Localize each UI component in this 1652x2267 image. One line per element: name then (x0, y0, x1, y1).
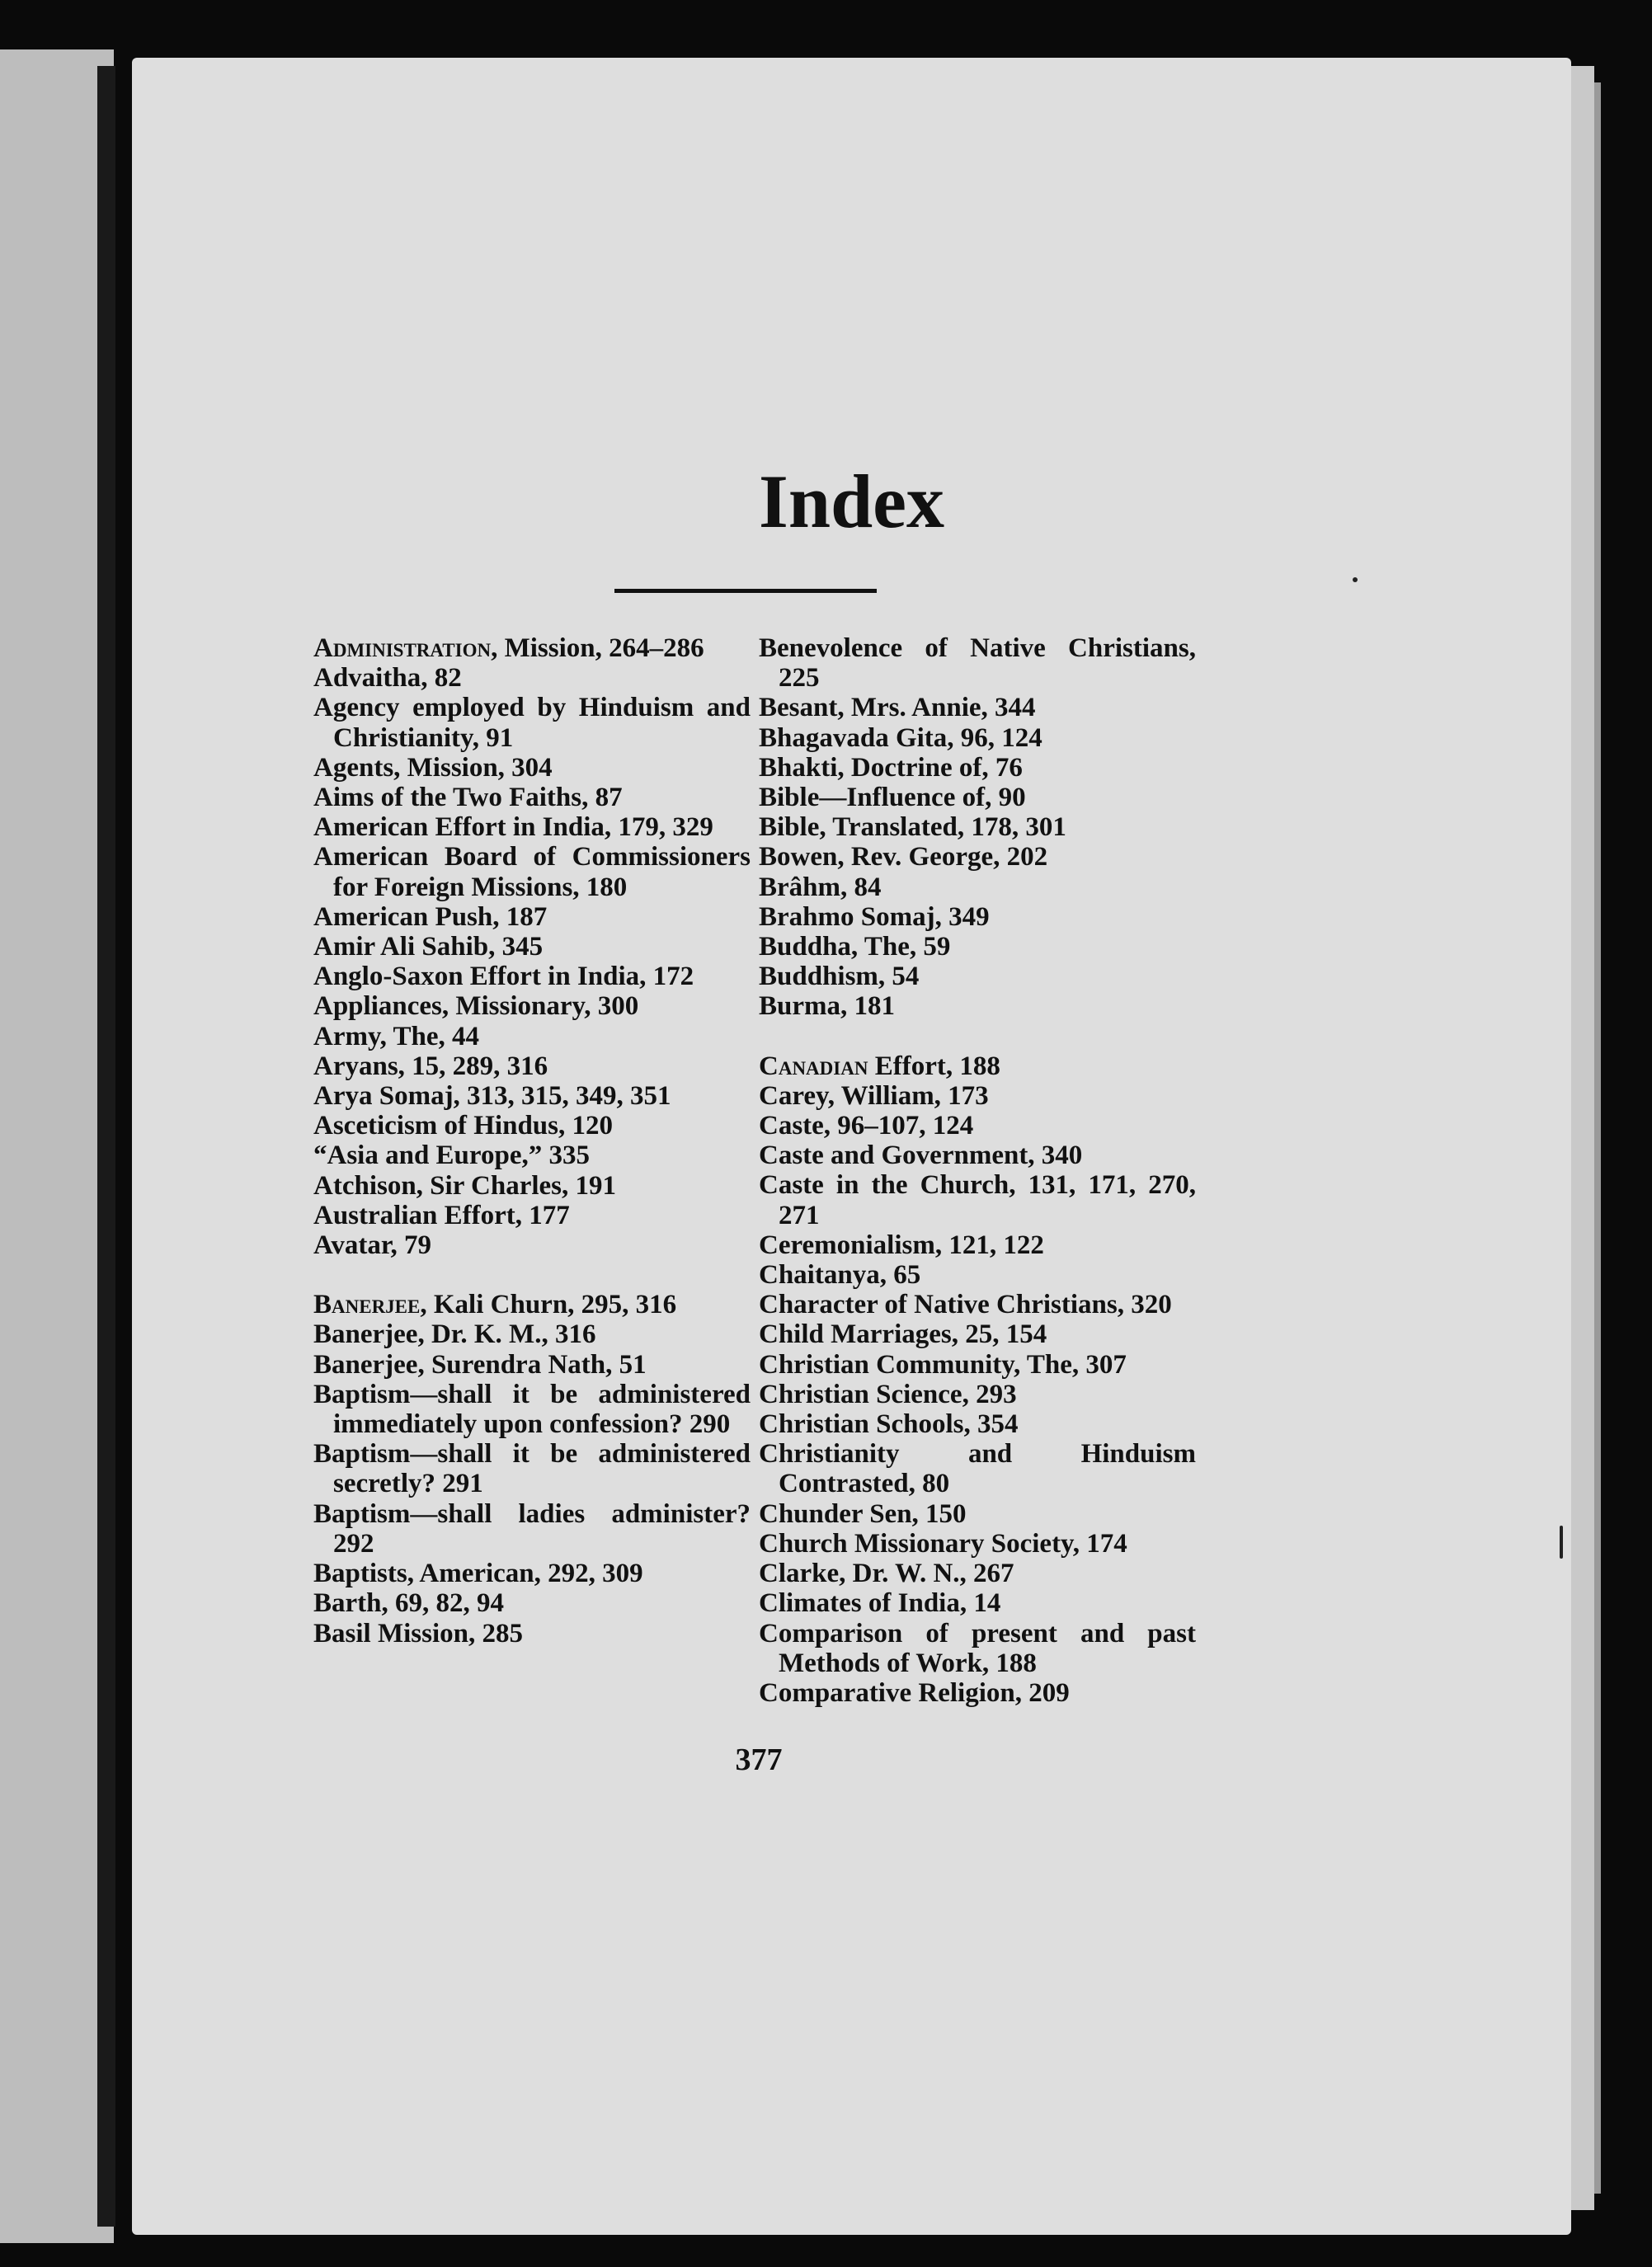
page-stack-edge (1571, 66, 1594, 2210)
index-entry: Christian Community, The, 307 (759, 1349, 1127, 1380)
index-entry: Aryans, 15, 289, 316 (313, 1051, 548, 1081)
index-column-left (313, 633, 751, 1649)
index-entry: Basil Mission, 285 (313, 1618, 523, 1649)
index-entry: Baptism—shall it be administered immediately upon confession? 290 (313, 1379, 751, 1440)
index-entry: Besant, Mrs. Annie, 344 (759, 693, 1036, 723)
index-entry: Climates of India, 14 (759, 1588, 1001, 1619)
index-entry: Bowen, Rev. George, 202 (759, 842, 1048, 872)
index-entry (313, 1290, 751, 1319)
index-entry: Benevolence of Native Christians, 225 (759, 633, 1196, 694)
entry-text: , Kali Churn, 295, 316 (420, 1290, 677, 1320)
section-gap (313, 1260, 751, 1290)
index-entry: Baptism—shall it be administered secretly? 291 (313, 1439, 751, 1499)
index-entry: Comparison of present and past Methods of Work, 188 (759, 1618, 1196, 1678)
index-entry: Advaitha, 82 (313, 663, 462, 694)
index-entry: Banerjee, Surendra Nath, 51 (313, 1349, 647, 1380)
index-entry: Australian Effort, 177 (313, 1200, 570, 1230)
index-entry: Bhagavada Gita, 96, 124 (759, 722, 1043, 753)
index-entry: Child Marriages, 25, 154 (759, 1319, 1047, 1350)
index-entry: Comparative Religion, 209 (759, 1677, 1070, 1708)
index-entry: Christianity and Hinduism Contrasted, 80 (759, 1439, 1196, 1499)
index-entry: Buddhism, 54 (759, 962, 920, 992)
section-head-word: Administration (313, 633, 492, 663)
index-entry: Anglo-Saxon Effort in India, 172 (313, 962, 694, 992)
index-entry: Carey, William, 173 (759, 1080, 989, 1111)
index-entry (759, 1051, 1196, 1081)
title-rule (614, 589, 877, 593)
index-entry: Character of Native Christians, 320 (759, 1290, 1172, 1320)
section-head-word: Banerjee (313, 1290, 421, 1320)
entry-text: Effort, 188 (868, 1051, 1000, 1081)
page-stack-shadow (1594, 82, 1601, 2194)
index-entry: Agency employed by Hinduism and Christianity, 91 (313, 693, 751, 753)
index-entry: Asceticism of Hindus, 120 (313, 1111, 613, 1141)
index-entry: Arya Somaj, 313, 315, 349, 351 (313, 1081, 671, 1112)
index-entry: Chaitanya, 65 (759, 1260, 921, 1291)
index-entry: Brâhm, 84 (759, 872, 882, 902)
index-entry: Bible—Influence of, 90 (759, 783, 1026, 813)
index-entry: Caste and Government, 340 (759, 1141, 1083, 1171)
index-entry: Banerjee, Dr. K. M., 316 (313, 1319, 596, 1350)
index-entry: “Asia and Europe,” 335 (313, 1141, 590, 1171)
index-entry: Christian Schools, 354 (759, 1409, 1019, 1440)
index-entry: Burma, 181 (759, 991, 895, 1022)
index-entry: Agents, Mission, 304 (313, 752, 553, 783)
section-gap (759, 1022, 1196, 1051)
index-entry: Bhakti, Doctrine of, 76 (759, 752, 1023, 783)
index-entry: Buddha, The, 59 (759, 932, 951, 962)
index-entry: Baptists, American, 292, 309 (313, 1559, 643, 1589)
index-entry: Appliances, Missionary, 300 (313, 991, 639, 1022)
index-entry: Barth, 69, 82, 94 (313, 1588, 504, 1619)
page-title: Index (759, 459, 944, 543)
index-entry: Atchison, Sir Charles, 191 (313, 1170, 616, 1201)
index-entry: Baptism—shall ladies administer? 292 (313, 1498, 751, 1559)
index-entry: Amir Ali Sahib, 345 (313, 932, 544, 962)
index-entry: American Board of Commissioners for Foreign Missions, 180 (313, 842, 751, 902)
section-head-word: Canadian (759, 1051, 868, 1081)
index-entry: Christian Science, 293 (759, 1379, 1017, 1409)
index-entry: Chunder Sen, 150 (759, 1498, 967, 1529)
index-entry: American Push, 187 (313, 901, 548, 932)
index-entry: Caste, 96–107, 124 (759, 1111, 974, 1141)
index-column-right (759, 633, 1196, 1708)
index-entry: Ceremonialism, 121, 122 (759, 1230, 1044, 1260)
page-number: 377 (735, 1743, 783, 1777)
index-entry: American Effort in India, 179, 329 (313, 812, 713, 843)
index-entry: Avatar, 79 (313, 1230, 431, 1261)
index-entry: Army, The, 44 (313, 1021, 480, 1051)
scan-speck (1353, 577, 1358, 582)
index-entry: Bible, Translated, 178, 301 (759, 812, 1066, 843)
entry-text: , Mission, 264–286 (491, 633, 704, 663)
index-entry: Clarke, Dr. W. N., 267 (759, 1559, 1014, 1589)
index-entry: Aims of the Two Faiths, 87 (313, 783, 623, 813)
book-gutter (97, 66, 115, 2227)
index-entry: Brahmo Somaj, 349 (759, 901, 990, 932)
index-entry (313, 633, 751, 663)
scan-speck (1560, 1526, 1563, 1559)
index-entry: Church Missionary Society, 174 (759, 1528, 1127, 1559)
index-entry: Caste in the Church, 131, 171, 270, 271 (759, 1170, 1196, 1230)
